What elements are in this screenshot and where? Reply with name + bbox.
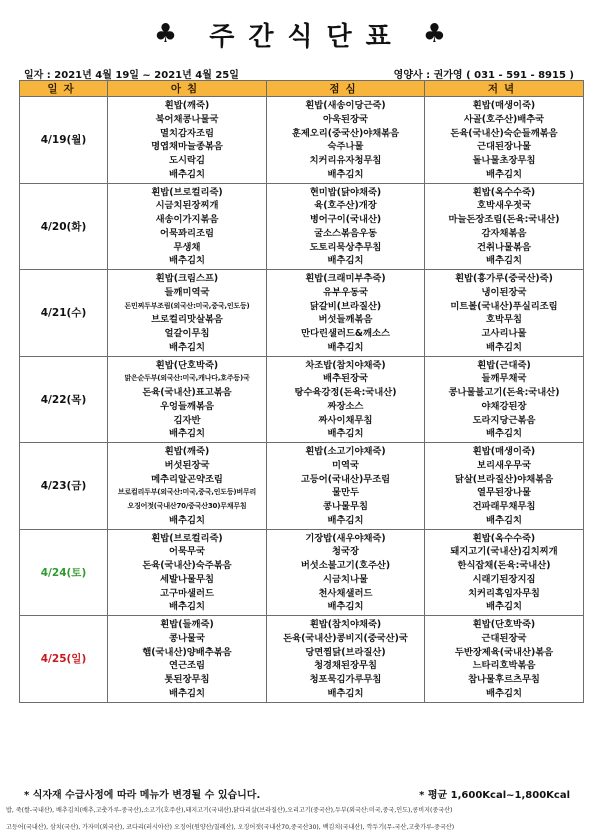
menu-item: 사골(호주산)배추국 [463,113,545,125]
menu-item: 우엉들깨볶음 [160,400,214,412]
menu-item: 배추김치 [486,341,522,353]
menu-item: 배추된장국 [323,373,368,385]
menu-item: 보리새우무국 [477,459,531,471]
menu-item: 배추김치 [486,428,522,440]
dinner-cell [425,356,584,443]
menu-item: 굴소스볶음우동 [314,227,377,239]
lunch-cell [267,616,425,703]
menu-item: 세발나물무침 [160,573,214,585]
dietitian-contact: 영양사 : 권가영 ( 031 - 591 - 8915 ) [393,70,574,81]
menu-item: 미트볼(국내산)푸실리조림 [450,300,558,312]
menu-item: 어묵꽈리조림 [160,227,214,239]
menu-item: 흰밥(깨죽) [164,446,210,457]
menu-item: 흰밥(단호박죽) [155,359,219,371]
breakfast-cell [108,356,267,443]
menu-item: 배추김치 [327,341,364,353]
menu-item: 닭갈비(브라질산) [309,300,382,312]
menu-item: 햄(국내산)양배추볶음 [142,646,232,658]
menu-item: 참나물후르츠무침 [468,674,540,685]
column-header-breakfast: 아침 [108,81,267,97]
menu-notes [24,784,580,800]
menu-item: 무생채 [173,241,201,253]
menu-item: 한식잡채(돈육:국내산) [457,560,551,571]
menu-item: 흰밥(옥수수죽) [472,186,536,198]
table-row [20,356,584,443]
menu-item: 배추김치 [486,601,522,613]
menu-item: 흰밥(매생이죽) [472,446,536,457]
page-title: 주간식단표 [209,21,405,52]
menu-item: 물만두 [332,487,359,499]
menu-item: 건취나물볶음 [477,241,531,253]
menu-item: 흰밥(소고기야채죽) [305,446,386,457]
menu-item: 숙주나물 [327,141,364,153]
breakfast-cell [108,270,267,357]
menu-item: 건파래무채무침 [472,501,536,512]
menu-item: 고등어(국내산)무조림 [300,473,391,485]
menu-item: 병어구이(국내산) [309,214,382,225]
menu-item: 김자반 [173,414,201,426]
menu-item: 흰밥(근대죽) [477,359,531,371]
menu-item: 육(호주산)개장 [314,200,377,212]
title-bar [0,14,600,54]
menu-item: 오징어젓(국내산70/중국산30)무채무침 [127,502,247,510]
table-row [20,616,584,703]
breakfast-cell [108,443,267,530]
menu-item: 배추김치 [169,428,205,440]
menu-item: 들깨미역국 [164,286,210,298]
menu-item: 근대된장국 [481,632,527,644]
menu-item: 흰밥(옥수수죽) [472,532,536,544]
table-row [20,97,584,184]
menu-item: 흰밥(브로컬리죽) [151,186,223,198]
menu-item: 멸치감자조림 [160,127,214,139]
menu-item: 돈육(국내산)숙주볶음 [142,560,232,571]
menu-item: 배추김치 [486,514,522,526]
day-date: 4/19(월) [20,97,108,184]
menu-item: 마늘돈장조림(돈육:국내산) [448,214,560,225]
menu-item: 감자채볶음 [481,227,527,239]
table-row [20,183,584,270]
menu-item: 돼지고기(국내산)김치찌개 [450,546,558,558]
menu-item: 근대된장나물 [477,141,531,153]
menu-item: 배추김치 [327,514,364,526]
column-header-date: 일자 [20,81,108,97]
menu-item: 훈제오리(중국산)야채볶음 [291,127,400,139]
menu-item: 흰밥(들깨죽) [160,619,214,630]
menu-item: 탕수육강정(돈육:국내산) [294,387,397,398]
menu-item: 차조밥(참치야채죽) [305,359,386,371]
menu-item: 기장밥(새우야채죽) [305,532,386,544]
menu-item: 돈육(국내산)숙순들깨볶음 [450,127,558,139]
menu-item: 호박새우젓국 [477,200,531,212]
dinner-cell [425,270,584,357]
menu-item: 미역국 [332,459,359,471]
lunch-cell [267,529,425,616]
menu-item: 버섯된장국 [164,459,210,471]
dinner-cell [425,97,584,184]
menu-item: 흰밥(깨죽) [164,100,210,111]
menu-item: 배추김치 [169,255,205,267]
menu-period: 일자 : 2021년 4월 19일 ~ 2021년 4월 25일 [24,70,239,81]
lunch-cell [267,97,425,184]
menu-item: 배추김치 [327,428,364,440]
menu-item: 메추리알곤약조림 [151,473,223,485]
menu-item: 흰밥(크림스프) [155,273,219,284]
club-suit-icon: ♣ [153,19,178,49]
day-date: 4/22(목) [20,356,108,443]
menu-item: 북어채콩나물국 [155,113,219,125]
menu-item: 만다린샐러드&깨소스 [301,328,390,339]
dinner-cell [425,183,584,270]
menu-item: 야채강된장 [481,400,527,412]
menu-item: 흰밥(참치야채죽) [309,619,382,630]
menu-item: 두반장제육(국내산)볶음 [454,646,554,658]
menu-item: 치커리흑임자무침 [468,587,540,599]
menu-item: 배추김치 [169,341,205,353]
menu-item: 짜장소스 [327,400,364,412]
menu-item: 청포묵김가루무침 [309,674,382,685]
menu-item: 시래기된장지짐 [472,573,536,585]
column-header-dinner: 저녁 [425,81,584,97]
menu-item: 흰밥(브로컬리죽) [151,532,223,544]
menu-item: 얼갈이무침 [164,328,210,339]
dinner-cell [425,443,584,530]
menu-item: 어묵무국 [169,546,205,558]
menu-item: 시금치나물 [323,573,368,585]
club-suit-icon: ♣ [422,19,447,49]
menu-item: 도토리묵상추무침 [309,241,382,253]
menu-item: 호박무침 [486,314,522,326]
dinner-cell [425,529,584,616]
menu-item: 도시락김 [169,155,205,166]
menu-item: 흰밥(흥가루(중국산)죽) [455,273,553,284]
menu-item: 짜사이채무침 [318,414,373,426]
change-notice: * 식자재 수급사정에 따라 메뉴가 변경될 수 있습니다. [24,790,261,801]
menu-item: 배추김치 [327,601,364,613]
menu-item: 버섯들깨볶음 [318,314,373,326]
menu-item: 들깨무채국 [481,373,527,385]
menu-item: 배추김치 [486,255,522,267]
menu-item: 톳된장무침 [164,674,210,685]
lunch-cell [267,183,425,270]
menu-item: 치커리유자청무침 [309,155,382,166]
menu-item: 배추김치 [169,514,205,526]
menu-body [20,97,584,703]
menu-meta [24,64,580,80]
menu-item: 느타리호박볶음 [472,660,536,672]
menu-item: 배추김치 [169,601,205,613]
menu-item: 배추김치 [169,687,205,699]
menu-item: 돈육(국내산)표고볶음 [142,387,232,398]
menu-item: 콩나물불고기(돈육:국내산) [448,387,560,398]
average-calories: * 평균 1,600Kcal~1,800Kcal [419,790,570,801]
table-row [20,529,584,616]
breakfast-cell [108,183,267,270]
menu-item: 흰밥(크래미부추죽) [305,273,386,284]
menu-item: 청경채된장무침 [314,660,377,672]
day-date: 4/23(금) [20,443,108,530]
day-date: 4/21(수) [20,270,108,357]
lunch-cell [267,356,425,443]
weekly-menu-table [19,80,584,703]
menu-item: 돈육(국내산)콩비지(중국산)국 [283,632,408,644]
menu-item: 현미밥(닭야채죽) [309,186,382,198]
menu-item: 브로컬리두부(외국산:미국,중국,인도등)버무리 [117,488,257,497]
table-row [20,270,584,357]
menu-item: 아욱된장국 [323,113,368,125]
menu-item: 고구마샐러드 [160,587,214,599]
menu-item: 당면찜닭(브라질산) [305,646,386,658]
menu-item: 배추김치 [327,255,364,267]
menu-item: 콩나물국 [169,632,205,644]
table-header-row [20,81,584,97]
column-header-lunch: 점심 [267,81,425,97]
menu-item: 콩나물무침 [323,501,368,512]
dinner-cell [425,616,584,703]
origin-info-line: 밥, 죽(쌀-국내산), 배추김치(배추,고춧가루-중국산),소고기(호주산),돼지고기(국내산),닭다리살(브라질산),오리고기(중국산),두부(외국산:미국,중국,인도),콩비지(중국산) [6,807,453,814]
day-date: 4/24(토) [20,529,108,616]
day-date: 4/20(화) [20,183,108,270]
menu-item: 새송이가지볶음 [155,214,219,225]
menu-item: 열무된장나물 [477,487,531,499]
menu-item: 돈민찌두부조림(외국산:미국,중국,인도등) [124,301,250,310]
menu-item: 배추김치 [486,687,522,699]
menu-item: 맑은순두부(외국산:미국,캐나다,호주등)국 [124,374,250,383]
breakfast-cell [108,529,267,616]
menu-item: 배추김치 [486,168,522,180]
menu-item: 연근조림 [169,660,205,672]
menu-item: 냉이된장국 [481,286,527,298]
day-date: 4/25(일) [20,616,108,703]
menu-item: 배추김치 [169,168,205,180]
menu-item: 고사리나물 [481,328,527,339]
menu-item: 천사채샐러드 [318,587,373,599]
breakfast-cell [108,97,267,184]
lunch-cell [267,443,425,530]
origin-info-line: 고등어(국내산), 삼치(국산), 가자미(외국산), 코다리(러시아산) 오징어(원양산/칠레산), 오징어젓(국내산70,중국산30), 백김치(국내산), 깍두기(무-국산,고춧가루-중국산) [6,824,455,831]
menu-item: 청국장 [332,546,359,558]
menu-item: 유부우동국 [323,286,368,298]
breakfast-cell [108,616,267,703]
menu-item: 흰밥(매생이죽) [472,100,536,111]
menu-item: 흰밥(단호박죽) [472,619,536,630]
lunch-cell [267,270,425,357]
menu-item: 배추김치 [327,168,364,180]
menu-item: 배추김치 [327,687,364,699]
menu-item: 도라지당근볶음 [472,414,536,426]
menu-item: 닭살(브라질산)야채볶음 [454,473,554,485]
table-row [20,443,584,530]
menu-item: 브로컬리맛살볶음 [151,314,223,326]
menu-item: 돌나물초장무침 [472,155,536,166]
menu-item: 시금치된장찌개 [155,200,219,212]
menu-item: 버섯소불고기(호주산) [300,560,391,571]
menu-item: 흰밥(새송이당근죽) [305,100,386,111]
menu-item: 명엽채마늘종볶음 [151,141,223,153]
